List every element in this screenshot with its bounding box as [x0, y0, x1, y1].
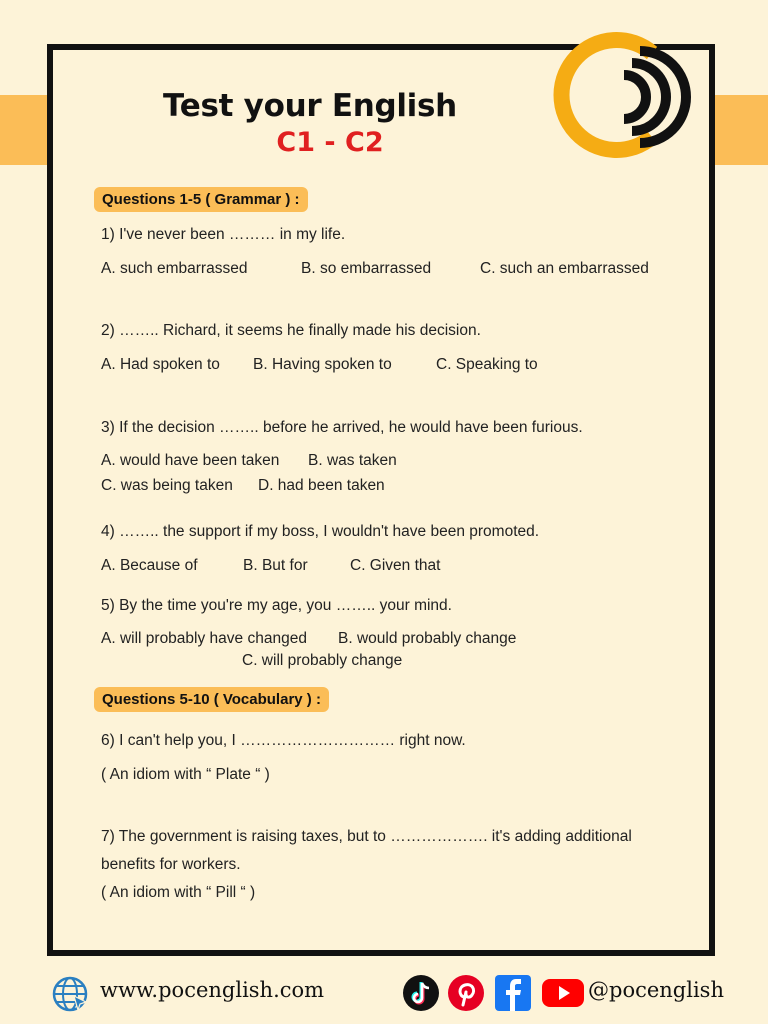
grammar-section-badge: Questions 1-5 ( Grammar ) :: [94, 187, 308, 212]
social-handle[interactable]: @pocenglish: [588, 978, 724, 1002]
website-link[interactable]: www.pocenglish.com: [100, 978, 325, 1002]
question-5-text: 5) By the time you're my age, you …….. your mind.: [101, 597, 452, 614]
question-4-option-a: A. Because of: [101, 557, 198, 574]
question-1-option-b: B. so embarrassed: [301, 260, 432, 277]
question-4-option-b: B. But for: [243, 557, 308, 574]
level-label: C1 - C2: [276, 127, 384, 158]
question-6-hint: ( An idiom with “ Plate “ ): [101, 766, 270, 783]
question-3-option-c: C. was being taken: [101, 477, 233, 494]
globe-icon: [52, 976, 88, 1012]
brand-logo-icon: [548, 20, 698, 170]
youtube-icon[interactable]: [541, 974, 585, 1012]
tiktok-icon[interactable]: [402, 974, 440, 1012]
content-frame: [47, 44, 715, 956]
question-2-option-a: A. Had spoken to: [101, 356, 220, 373]
question-1-text: 1) I've never been ……… in my life.: [101, 226, 346, 243]
facebook-icon[interactable]: [494, 974, 532, 1012]
question-7-hint: ( An idiom with “ Pill “ ): [101, 884, 256, 901]
question-7-text: 7) The government is raising taxes, but to ………………. it's adding additional: [101, 828, 632, 845]
vocabulary-section-badge: Questions 5-10 ( Vocabulary ) :: [94, 687, 329, 712]
question-3-option-b: B. was taken: [308, 452, 397, 469]
question-2-option-b: B. Having spoken to: [253, 356, 392, 373]
question-3-option-d: D. had been taken: [258, 477, 385, 494]
page-title: Test your English: [163, 88, 457, 124]
question-3-text: 3) If the decision …….. before he arrived, he would have been furious.: [101, 419, 583, 436]
question-1-option-c: C. such an embarrassed: [480, 260, 649, 277]
question-5-option-c: C. will probably change: [242, 652, 403, 669]
question-2-option-c: C. Speaking to: [436, 356, 538, 373]
question-5-option-a: A. will probably have changed: [101, 630, 307, 647]
question-4-option-c: C. Given that: [350, 557, 441, 574]
question-3-option-a: A. would have been taken: [101, 452, 280, 469]
question-1-option-a: A. such embarrassed: [101, 260, 248, 277]
question-2-text: 2) …….. Richard, it seems he finally made his decision.: [101, 322, 481, 339]
question-4-text: 4) …….. the support if my boss, I wouldn't have been promoted.: [101, 523, 540, 540]
question-6-text: 6) I can't help you, I ………………………… right now.: [101, 732, 466, 749]
pinterest-icon[interactable]: [447, 974, 485, 1012]
question-5-option-b: B. would probably change: [338, 630, 517, 647]
question-7-text-continued: benefits for workers.: [101, 856, 241, 873]
